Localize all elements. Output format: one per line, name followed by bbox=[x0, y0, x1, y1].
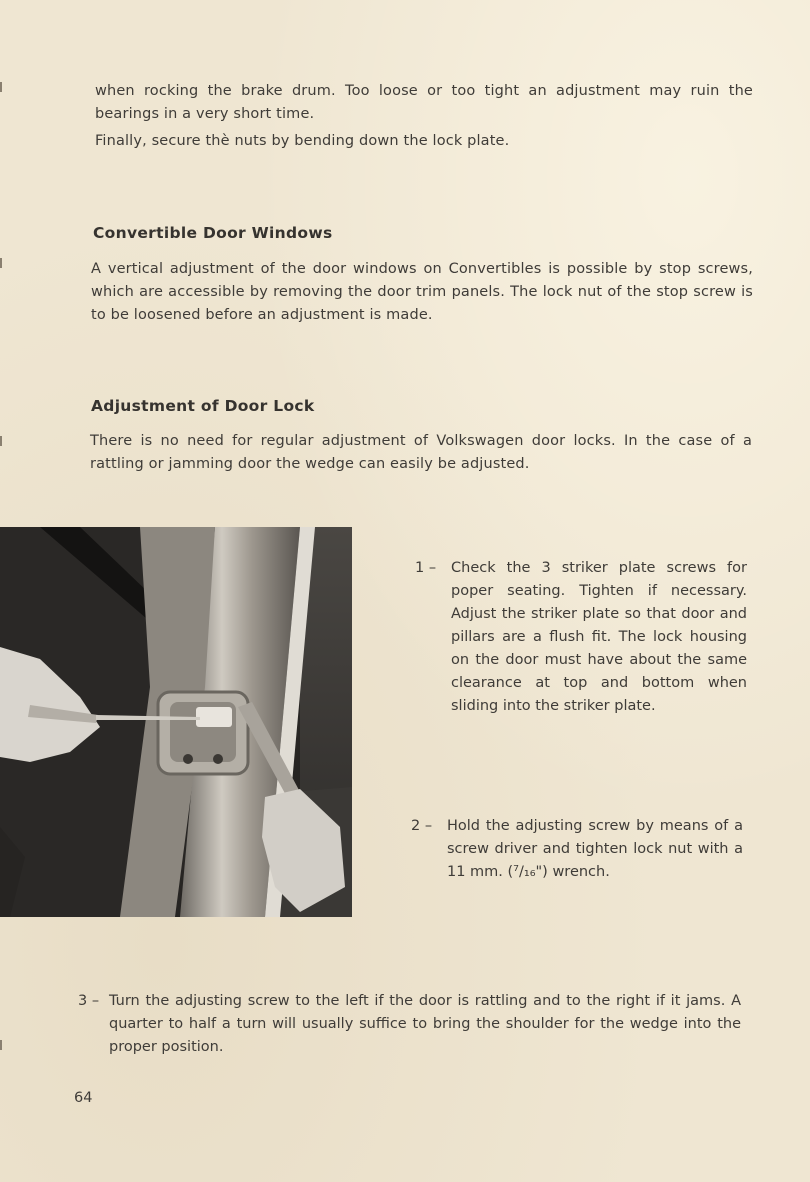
convertible-heading: Convertible Door Windows bbox=[93, 224, 333, 242]
step-2-text: Hold the adjusting screw by means of a screw driver and tighten lock nut with a 11 mm. (⁷/₁₆") wrench. bbox=[447, 818, 743, 880]
margin-mark bbox=[0, 258, 2, 268]
step-3-text: Turn the adjusting screw to the left if the door is rattling and to the right if it jams. A quarter to half a turn will usually suffice to bring the shoulder for the wedge into the proper position. bbox=[109, 993, 741, 1055]
step-1-text: Check the 3 striker plate screws for poper seating. Tighten if necessary. Adjust the striker plate so that door and pillars are a flush fit. The lock housing on the door must have about the same clearance at top and bottom when sliding into the striker plate. bbox=[451, 560, 747, 714]
margin-mark bbox=[0, 1040, 2, 1050]
intro-paragraph-1: when rocking the brake drum. Too loose or too tight an adjustment may ruin the bearings in a very short time. bbox=[95, 83, 753, 122]
step-3 bbox=[78, 990, 741, 1060]
step-1 bbox=[415, 557, 747, 717]
door-lock-photo bbox=[0, 527, 352, 917]
margin-mark bbox=[0, 82, 2, 92]
page-number: 64 bbox=[74, 1090, 93, 1106]
intro-paragraph-2: Finally, secure thè nuts by bending down the lock plate. bbox=[95, 133, 510, 149]
door-lock-body: There is no need for regular adjustment of Volkswagen door locks. In the case of a rattling or jamming door the wedge can easily be adjusted. bbox=[90, 433, 752, 472]
door-lock-photo-illustration bbox=[0, 527, 352, 917]
step-2-number: 2 – bbox=[411, 818, 433, 834]
step-2 bbox=[411, 815, 743, 885]
margin-mark bbox=[0, 436, 2, 446]
step-1-number: 1 – bbox=[415, 560, 437, 576]
step-3-number: 3 – bbox=[78, 993, 100, 1009]
convertible-body: A vertical adjustment of the door windows on Convertibles is possible by stop screws, which are accessible by removing the door trim panels. The lock nut of the stop screw is to be loosened before an adjustment is made. bbox=[91, 261, 753, 323]
door-lock-heading: Adjustment of Door Lock bbox=[91, 397, 315, 415]
